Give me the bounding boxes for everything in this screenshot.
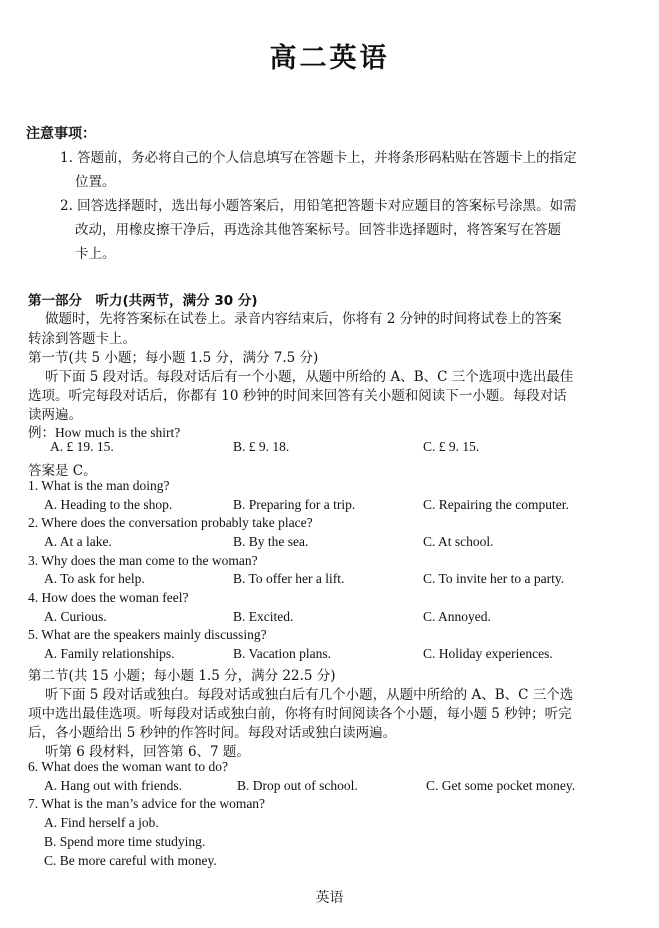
question-4: 4. How does the woman feel?	[28, 590, 189, 605]
question-3-option-a: A. To ask for help.	[44, 571, 145, 586]
section1-instr-line-2: 选项。听完每段对话后，你都有 10 秒钟的时间来回答有关小题和阅读下一小题。每段对话	[28, 388, 567, 404]
section2-instr-line-1: 听下面 5 段对话或独白。每段对话或独白后有几个小题，从题中所给的 A、B、C 三个选	[45, 687, 574, 703]
question-5-option-c: C. Holiday experiences.	[423, 646, 553, 661]
note-1-line-2: 位置。	[75, 174, 116, 190]
question-4-option-a: A. Curious.	[44, 609, 107, 624]
question-7-option-c: C. Be more careful with money.	[44, 853, 217, 868]
question-5: 5. What are the speakers mainly discussing?	[28, 627, 267, 642]
question-5-option-b: B. Vacation plans.	[233, 646, 331, 661]
section1-instr-line-3: 读两遍。	[28, 407, 82, 423]
section1-heading: 第一节(共 5 小题；每小题 1.5 分，满分 7.5 分)	[28, 350, 319, 366]
question-1-option-c: C. Repairing the computer.	[423, 497, 569, 512]
question-3-option-b: B. To offer her a lift.	[233, 571, 345, 586]
question-6-option-a: A. Hang out with friends.	[44, 778, 182, 793]
section1-instr-line-1: 听下面 5 段对话。每段对话后有一个小题，从题中所给的 A、B、C 三个选项中选出最佳	[45, 369, 574, 385]
page-footer: 英语	[315, 890, 344, 906]
question-1: 1. What is the man doing?	[28, 478, 170, 493]
question-2-option-b: B. By the sea.	[233, 534, 309, 549]
section2-material: 听第 6 段材料，回答第 6、7 题。	[45, 744, 250, 760]
section2-heading: 第二节(共 15 小题；每小题 1.5 分，满分 22.5 分)	[28, 668, 336, 684]
page-title: 高二英语	[269, 43, 390, 74]
section2-instr-line-3: 后，各小题给出 5 秒钟的作答时间。每段对话或独白读两遍。	[28, 725, 397, 741]
question-2: 2. Where does the conversation probably take place?	[28, 515, 313, 530]
question-7-option-b: B. Spend more time studying.	[44, 834, 206, 849]
question-4-option-b: B. Excited.	[233, 609, 294, 624]
note-2-line-3: 卡上。	[75, 246, 116, 262]
question-6: 6. What does the woman want to do?	[28, 759, 228, 774]
part1-intro-line-1: 做题时，先将答案标在试卷上。录音内容结束后，你将有 2 分钟的时间将试卷上的答案	[45, 311, 562, 327]
example-option-a: A. £ 19. 15.	[50, 439, 114, 454]
question-5-option-a: A. Family relationships.	[44, 646, 175, 661]
notes-heading: 注意事项：	[26, 126, 96, 142]
note-1-line-1: 1. 答题前，务必将自己的个人信息填写在答题卡上，并将条形码粘贴在答题卡上的指定	[60, 150, 577, 166]
note-2-line-1: 2. 回答选择题时，选出每小题答案后，用铅笔把答题卡对应题目的答案标号涂黑。如需	[60, 198, 577, 214]
part1-heading: 第一部分 听力(共两节，满分 30 分)	[28, 293, 258, 309]
part1-intro-line-2: 转涂到答题卡上。	[28, 331, 136, 347]
note-2-line-2: 改动，用橡皮擦干净后，再选涂其他答案标号。回答非选择题时，将答案写在答题	[75, 222, 561, 238]
question-2-option-a: A. At a lake.	[44, 534, 112, 549]
question-1-option-b: B. Preparing for a trip.	[233, 497, 356, 512]
question-1-option-a: A. Heading to the shop.	[44, 497, 173, 512]
question-7-option-a: A. Find herself a job.	[44, 815, 159, 830]
question-6-option-c: C. Get some pocket money.	[426, 778, 576, 793]
question-4-option-c: C. Annoyed.	[423, 609, 491, 624]
question-3-option-c: C. To invite her to a party.	[423, 571, 565, 586]
question-6-option-b: B. Drop out of school.	[237, 778, 358, 793]
question-7: 7. What is the man’s advice for the woman?	[28, 796, 266, 811]
question-3: 3. Why does the man come to the woman?	[28, 553, 258, 568]
example-option-c: C. £ 9. 15.	[423, 439, 480, 454]
example-question: 例：How much is the shirt?	[28, 425, 181, 440]
example-option-b: B. £ 9. 18.	[233, 439, 290, 454]
example-answer: 答案是 C。	[28, 463, 97, 479]
section2-instr-line-2: 项中选出最佳选项。听每段对话或独白前，你将有时间阅读各个小题，每小题 5 秒钟；听完	[28, 706, 572, 722]
question-2-option-c: C. At school.	[423, 534, 494, 549]
